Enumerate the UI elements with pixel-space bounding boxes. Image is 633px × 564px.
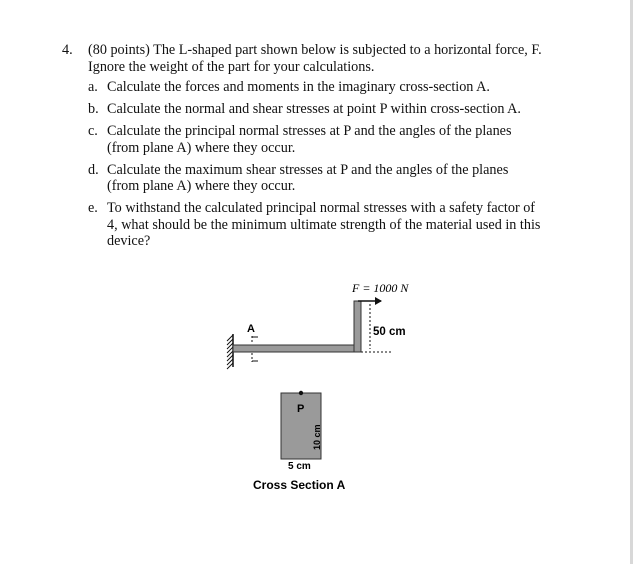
figure-caption: Cross Section A (253, 478, 346, 492)
point-p-label: P (297, 403, 305, 415)
part-label: a. (88, 79, 98, 95)
problem-number: 4. (62, 42, 73, 58)
length-label: 50 cm (373, 326, 406, 338)
point-p (299, 391, 303, 395)
width-label: 5 cm (288, 461, 311, 472)
part-label: b. (88, 101, 99, 117)
part-text: Calculate the maximum shear stresses at P and the angles of the planes (from plane A) where they occur. (107, 161, 509, 194)
wall-support (227, 334, 233, 369)
part-text: Calculate the forces and moments in the imaginary cross-section A. (107, 79, 490, 95)
force-label: F = 1000 N (352, 281, 409, 295)
part-text: Calculate the principal normal stresses at P and the angles of the planes (from plane A) where they occur. (107, 123, 512, 156)
part-label: d. (88, 161, 99, 178)
vertical-arm (354, 301, 361, 352)
part-text: To withstand the calculated principal normal stresses with a safety factor of 4, what should be the minimum ultimate strength of the material used in this device? (107, 200, 541, 249)
part-text: Calculate the normal and shear stresses at point P within cross-section A. (107, 101, 521, 117)
part-label: e. (88, 200, 98, 216)
section-a-label: A (247, 323, 255, 335)
height-label: 10 cm (312, 424, 322, 450)
problem-stem-text: (80 points) The L-shaped part shown below is subjected to a horizontal force, F. Ignore the weight of the part for your calculations. (88, 42, 542, 75)
horizontal-arm (233, 345, 354, 352)
part-label: c. (88, 123, 98, 139)
